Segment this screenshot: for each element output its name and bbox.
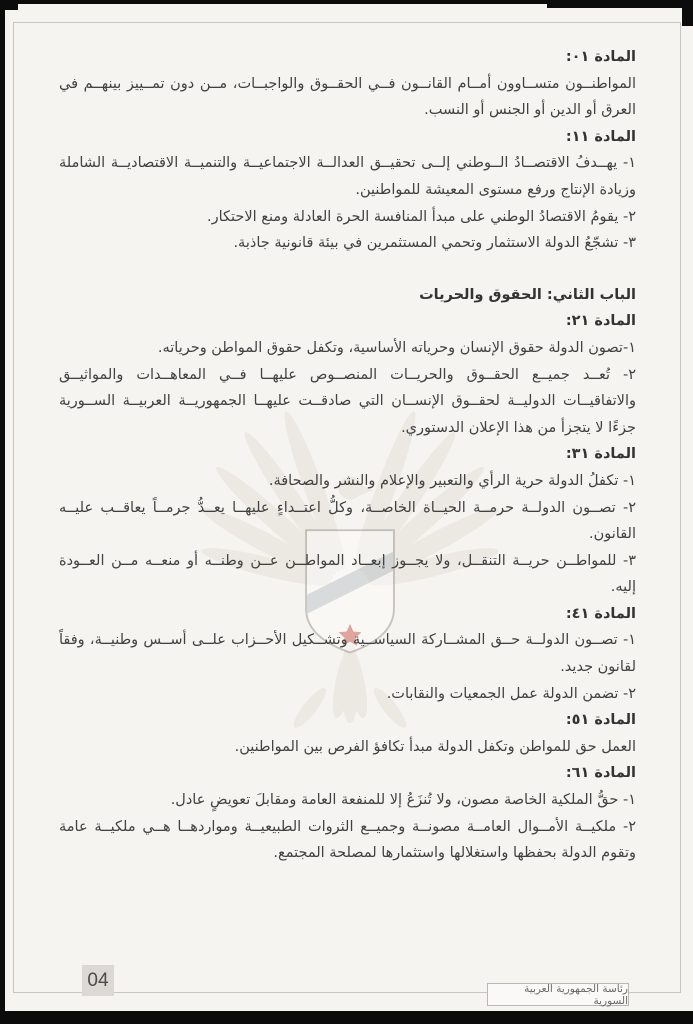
article-paragraph: ١- يهــدفُ الاقتصــادُ الــوطني إلــى تحقيــق العدالــة الاجتماعيــة والتنميــة الاقتصاديــة الشاملة وزيادة الإنتاج ورفع مستوى المعيشة للمواطنين. xyxy=(59,155,636,198)
article-heading: المادة ٢١: xyxy=(565,313,636,330)
article-paragraph: ١-تصون الدولة حقوق الإنسان وحرياته الأساسية، وتكفل حقوق المواطن وحرياته. xyxy=(157,339,636,356)
article-paragraph: ٣- تشجّعُ الدولة الاستثمار وتحمي المستثمرين في بيئة قانونية جاذبة. xyxy=(233,235,636,252)
article-paragraph: ١- تصــون الدولــة حــق المشــاركة السياســية وتشــكيل الأحــزاب علــى أســس وطنيــة، وفقاً لقانون جديد. xyxy=(59,632,636,676)
scan-edge-top-right-corner xyxy=(682,0,693,26)
scan-edge-top-left-corner xyxy=(0,0,18,10)
chapter-heading: الباب الثاني: الحقوق والحريات xyxy=(419,286,636,303)
article-heading: المادة ٠١: xyxy=(565,49,636,65)
article-paragraph: ١- حقُّ الملكية الخاصة مصون، ولا تُنزَعُ إلا للمنفعة العامة ومقابلَ تعويضٍ عادل. xyxy=(170,792,636,809)
document-text xyxy=(59,44,636,867)
article-heading: المادة ٥١: xyxy=(565,712,636,729)
article-heading: المادة ١١: xyxy=(565,128,636,145)
presidency-stamp-label: رئاسة الجمهورية العربية السورية xyxy=(487,983,629,1006)
article-paragraph: ٢- تُعــد جميــع الحقــوق والحريــات المنصــوص عليهــا فــي المعاهــدات والمواثيــق والاتفاقيــات الدوليــة لحقــوق الإنســان التي صادقــت عليهــا الجمهوريــة العربيــة الســورية جزءًا لا يتجزأ من هذا الإعلان الدستوري. xyxy=(59,366,636,436)
page-number: 04 xyxy=(82,965,114,996)
article-paragraph: ٢- تضمن الدولة عمل الجمعيات والنقابات. xyxy=(386,685,636,702)
scan-edge-top-right xyxy=(547,0,693,8)
scan-bottom-black-bar xyxy=(0,1011,693,1024)
article-heading: المادة ٣١: xyxy=(565,446,636,463)
article-paragraph: العمل حق للمواطن وتكفل الدولة مبدأ تكافؤ الفرص بين المواطنين. xyxy=(234,738,636,755)
article-paragraph: المواطنــون متســاوون أمــام القانــون فــي الحقــوق والواجبــات، مــن دون تمــييز بينهــم في العرق أو الدين أو الجنس أو النسب. xyxy=(59,75,636,119)
article-heading: المادة ٦١: xyxy=(565,765,636,782)
article-paragraph: ٣- للمواطــن حريــة التنقــل، ولا يجــوز إبعــاد المواطــن عــن وطنــه أو منعــه مــن العــودة إليه. xyxy=(59,552,636,596)
article-paragraph: ٢- ملكيــة الأمــوال العامــة مصونــة وجميــع الثروات الطبيعيــة ومواردهــا هــي ملكيــة عامة وتقوم الدولة بحفظها واستغلالها واستثمارها لمصلحة المجتمع. xyxy=(59,818,636,862)
article-paragraph: ٢- يقومُ الاقتصادُ الوطني على مبدأ المنافسة الحرة العادلة ومنع الاحتكار. xyxy=(207,208,636,225)
article-paragraph: ٢- تصــون الدولــة حرمــة الحيــاة الخاصــة، وكلُّ اعتــداءٍ عليهــا يعــدُّ جرمــاً يعاقــب عليــه القانون. xyxy=(59,499,636,543)
article-paragraph: ١- تكفلُ الدولة حرية الرأي والتعبير والإعلام والنشر والصحافة. xyxy=(268,472,636,489)
scan-edge-left xyxy=(0,0,5,1024)
article-heading: المادة ٤١: xyxy=(565,605,636,622)
